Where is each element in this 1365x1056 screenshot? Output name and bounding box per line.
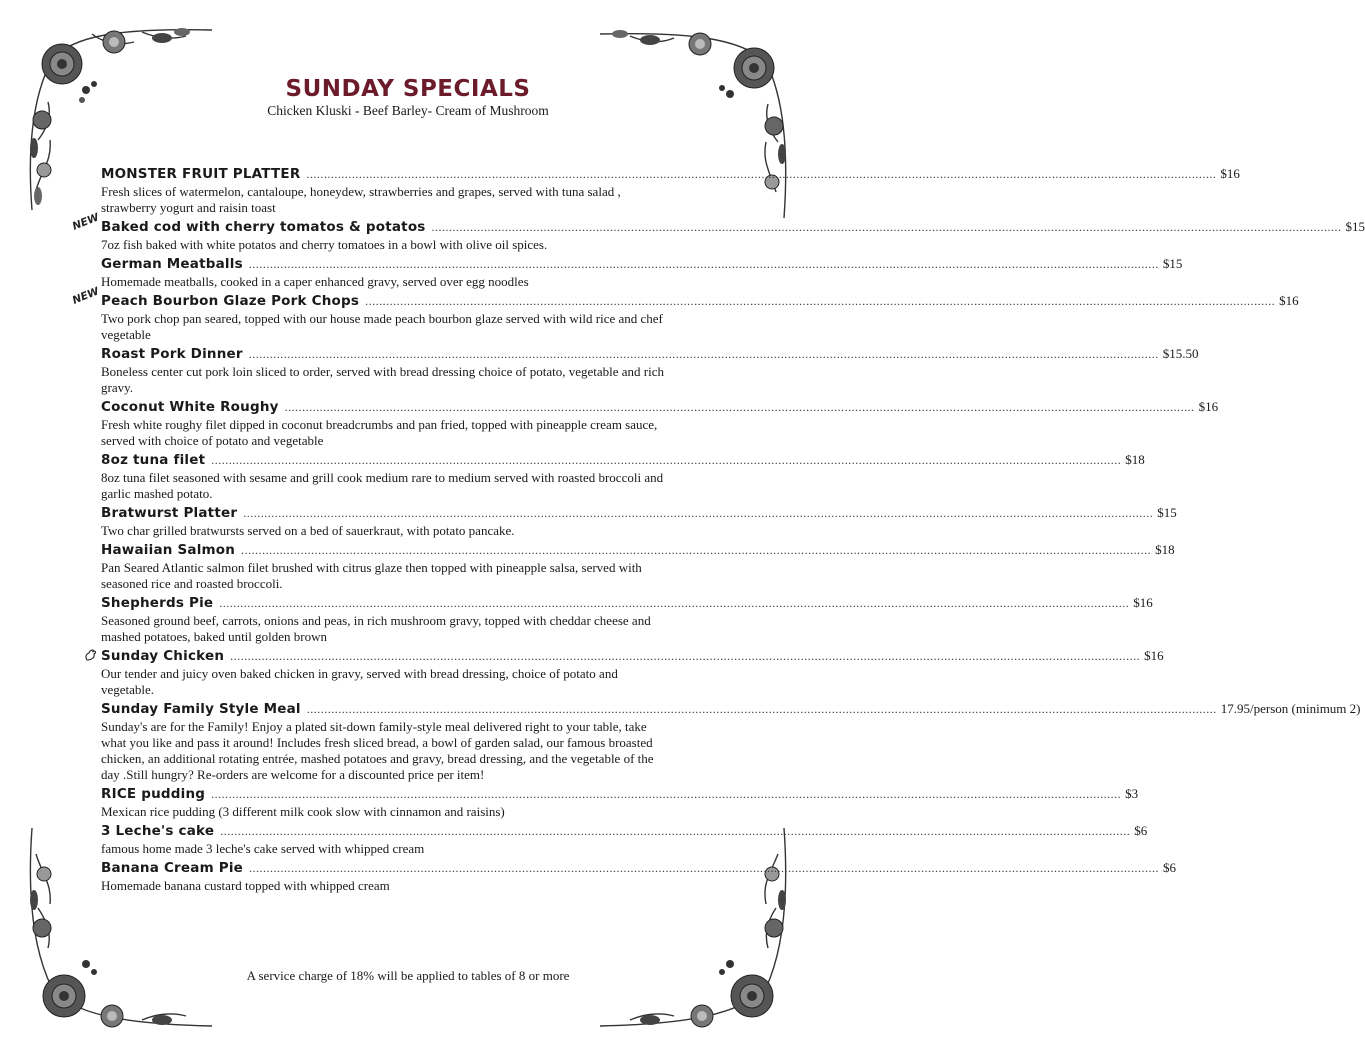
dot-leader: .................................................................................................................................................................................................................................................................... [365, 294, 1276, 308]
item-price: $16 [1198, 399, 1219, 414]
menu-list [70, 166, 1365, 897]
dot-leader: .................................................................................................................................................................................................................................................................... [249, 861, 1160, 875]
dot-leader: .................................................................................................................................................................................................................................................................... [431, 220, 1342, 234]
item-price: $16 [1144, 648, 1164, 663]
item-description: famous home made 3 leche's cake served with whipped cream [101, 841, 425, 856]
dot-leader: .................................................................................................................................................................................................................................................................... [220, 824, 1131, 838]
item-description: Fresh white roughy filet dipped in coconut breadcrumbs and pan fried, topped with pineapple cream sauce, served with choice of potato and vegetable [101, 417, 658, 448]
item-price: $6 [1134, 823, 1148, 838]
dot-leader: .................................................................................................................................................................................................................................................................... [248, 347, 1159, 361]
item-description: Two char grilled bratwursts served on a bed of sauerkraut, with potato pancake. [101, 523, 515, 538]
item-description: Our tender and juicy oven baked chicken in gravy, served with bread dressing, choice of potato and vegetable. [101, 666, 618, 697]
item-name: Bratwurst Platter [101, 505, 238, 521]
item-description: Homemade banana custard topped with whipped cream [101, 878, 390, 893]
menu-header [0, 76, 816, 119]
item-name: Baked cod with cherry tomatos & potatos [101, 219, 426, 235]
menu-item [101, 505, 1177, 539]
dot-leader: .................................................................................................................................................................................................................................................................... [248, 257, 1159, 271]
menu-item [70, 285, 1299, 343]
item-name: Sunday Family Style Meal [101, 701, 301, 717]
item-name: Banana Cream Pie [101, 860, 244, 876]
dot-leader: .................................................................................................................................................................................................................................................................... [219, 596, 1130, 610]
item-description: Mexican rice pudding (3 different milk cook slow with cinnamon and raisins) [101, 804, 505, 819]
item-description: 7oz fish baked with white potatos and cherry tomatoes in a bowl with olive oil spices. [101, 237, 548, 252]
menu-item [101, 860, 1177, 894]
menu-item [101, 595, 1153, 645]
item-name: Coconut White Roughy [101, 399, 279, 415]
item-price: $6 [1163, 860, 1177, 875]
menu-item [101, 166, 1240, 216]
item-price: $18 [1155, 542, 1175, 557]
item-price: $15.50 [1162, 346, 1199, 361]
item-name: Peach Bourbon Glaze Pork Chops [101, 293, 360, 309]
menu-item [101, 452, 1145, 502]
item-price: $15 [1345, 219, 1365, 234]
menu-item [70, 211, 1365, 253]
menu-item [101, 399, 1219, 449]
item-price: 17.95/person (minimum 2) [1220, 701, 1361, 716]
dot-leader: .................................................................................................................................................................................................................................................................... [211, 453, 1122, 467]
item-description: 8oz tuna filet seasoned with sesame and grill cook medium rare to medium served with roasted broccoli and garlic mashed potato. [101, 470, 664, 501]
item-price: $18 [1125, 452, 1145, 467]
item-description: Pan Seared Atlantic salmon filet brushed with citrus glaze then topped with pineapple salsa, served with seasoned rice and roasted broccoli. [101, 560, 642, 591]
item-description: Homemade meatballs, cooked in a caper enhanced gravy, served over egg noodles [101, 274, 529, 289]
item-price: $15 [1162, 256, 1183, 271]
dot-leader: .................................................................................................................................................................................................................................................................... [284, 400, 1195, 414]
page-title: SUNDAY SPECIALS [285, 76, 531, 102]
menu-item [101, 823, 1148, 857]
item-name: RICE pudding [101, 786, 206, 802]
item-description: Boneless center cut pork loin sliced to order, served with bread dressing choice of potato, vegetable and rich gravy. [101, 364, 664, 395]
menu-item [101, 256, 1183, 290]
item-price: $16 [1220, 166, 1240, 181]
item-name: Hawaiian Salmon [101, 542, 236, 558]
dot-leader: .................................................................................................................................................................................................................................................................... [211, 787, 1122, 801]
item-name: Sunday Chicken [101, 648, 225, 664]
item-description: Fresh slices of watermelon, cantaloupe, honeydew, strawberries and grapes, served with tuna salad , strawberry yogurt and raisin toast [101, 184, 621, 215]
dot-leader: .................................................................................................................................................................................................................................................................... [306, 167, 1217, 181]
item-description: Two pork chop pan seared, topped with our house made peach bourbon glaze served with wild rice and chef vegetable [101, 311, 663, 342]
new-badge: NEW [70, 285, 101, 307]
item-price: $16 [1133, 595, 1153, 610]
dot-leader: .................................................................................................................................................................................................................................................................... [243, 506, 1154, 520]
chicken-icon [84, 648, 98, 662]
new-badge: NEW [70, 211, 101, 233]
item-name: Shepherds Pie [101, 595, 214, 611]
item-name: MONSTER FRUIT PLATTER [101, 166, 301, 182]
dot-leader: .................................................................................................................................................................................................................................................................... [306, 702, 1217, 716]
menu-item [101, 542, 1175, 592]
service-charge-note: A service charge of 18% will be applied to tables of 8 or more [246, 968, 570, 983]
item-description: Seasoned ground beef, carrots, onions and peas, in rich mushroom gravy, topped with cheddar cheese and mashed potatoes, baked until golden brown [101, 613, 651, 644]
item-price: $15 [1157, 505, 1177, 520]
item-name: Roast Pork Dinner [101, 346, 243, 362]
soups-subtitle: Chicken Kluski - Beef Barley- Cream of Mushroom [267, 103, 549, 118]
item-description: Sunday's are for the Family! Enjoy a plated sit-down family-style meal delivered right to your table, take what you like and pass it around! Includes fresh sliced bread, a bowl of garden salad, our famous broasted chicken, an additional rotating entrée, mashed potatoes and gravy, bread dressing, and the vegetable of the day .Still hungry? Re-orders are welcome for a discounted price per item! [101, 719, 654, 782]
menu-item [101, 648, 1164, 698]
menu-item [101, 786, 1139, 820]
dot-leader: .................................................................................................................................................................................................................................................................... [241, 543, 1152, 557]
dot-leader: .................................................................................................................................................................................................................................................................... [230, 649, 1141, 663]
menu-item [101, 701, 1361, 783]
item-price: $3 [1125, 786, 1139, 801]
item-name: German Meatballs [101, 256, 243, 272]
item-price: $16 [1279, 293, 1299, 308]
item-name: 8oz tuna filet [101, 452, 206, 468]
menu-item [101, 346, 1199, 396]
item-name: 3 Leche's cake [101, 823, 215, 839]
